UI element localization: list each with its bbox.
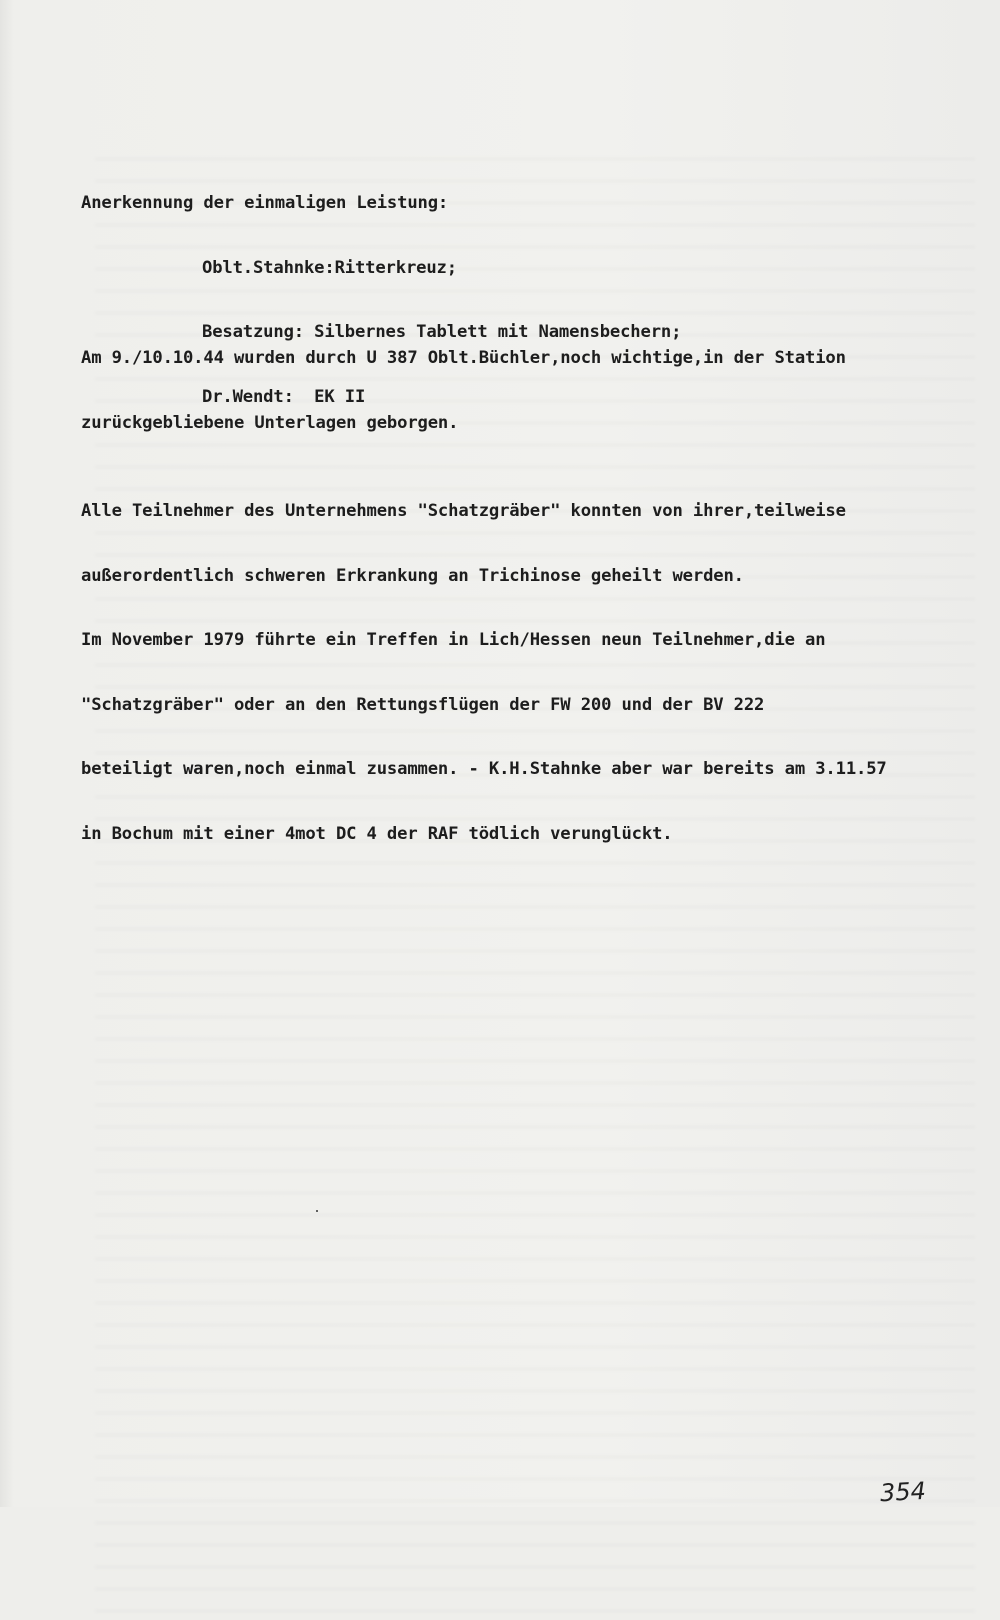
paragraph-line: "Schatzgräber" oder an den Rettungsflügen der FW 200 und der BV 222 [81,694,765,715]
paragraph-line: Alle Teilnehmer des Unternehmens "Schatzgräber" konnten von ihrer,teilweise [81,501,846,521]
paper-speck [316,1210,318,1212]
documents-paragraph [81,305,846,477]
paragraph-line: zurückgebliebene Unterlagen geborgen. [81,412,459,433]
paragraph-line: Im November 1979 führte ein Treffen in Lich/Hessen neun Teilnehmer,die an [81,630,826,650]
paragraph-line: beteiligt waren,noch einmal zusammen. - K.H.Stahnke aber war bereits am 3.11.57 [81,759,887,779]
recognition-item: Oblt.Stahnke:Ritterkreuz; [202,257,457,278]
recognition-item: Dr.Wendt: EK II [202,386,366,407]
recognition-heading: Anerkennung der einmaligen Leistung: [81,193,449,213]
participants-paragraph [81,458,887,888]
paragraph-line: außerordentlich schweren Erkrankung an Trichinose geheilt werden. [81,565,744,586]
paragraph-line: Am 9./10.10.44 wurden durch U 387 Oblt.Büchler,noch wichtige,in der Station [81,348,846,368]
page-number: 354 [879,1476,927,1508]
paragraph-line: in Bochum mit einer 4mot DC 4 der RAF tödlich verunglückt. [81,823,673,844]
recognition-item: Besatzung: Silbernes Tablett mit Namensbechern; [202,322,682,342]
